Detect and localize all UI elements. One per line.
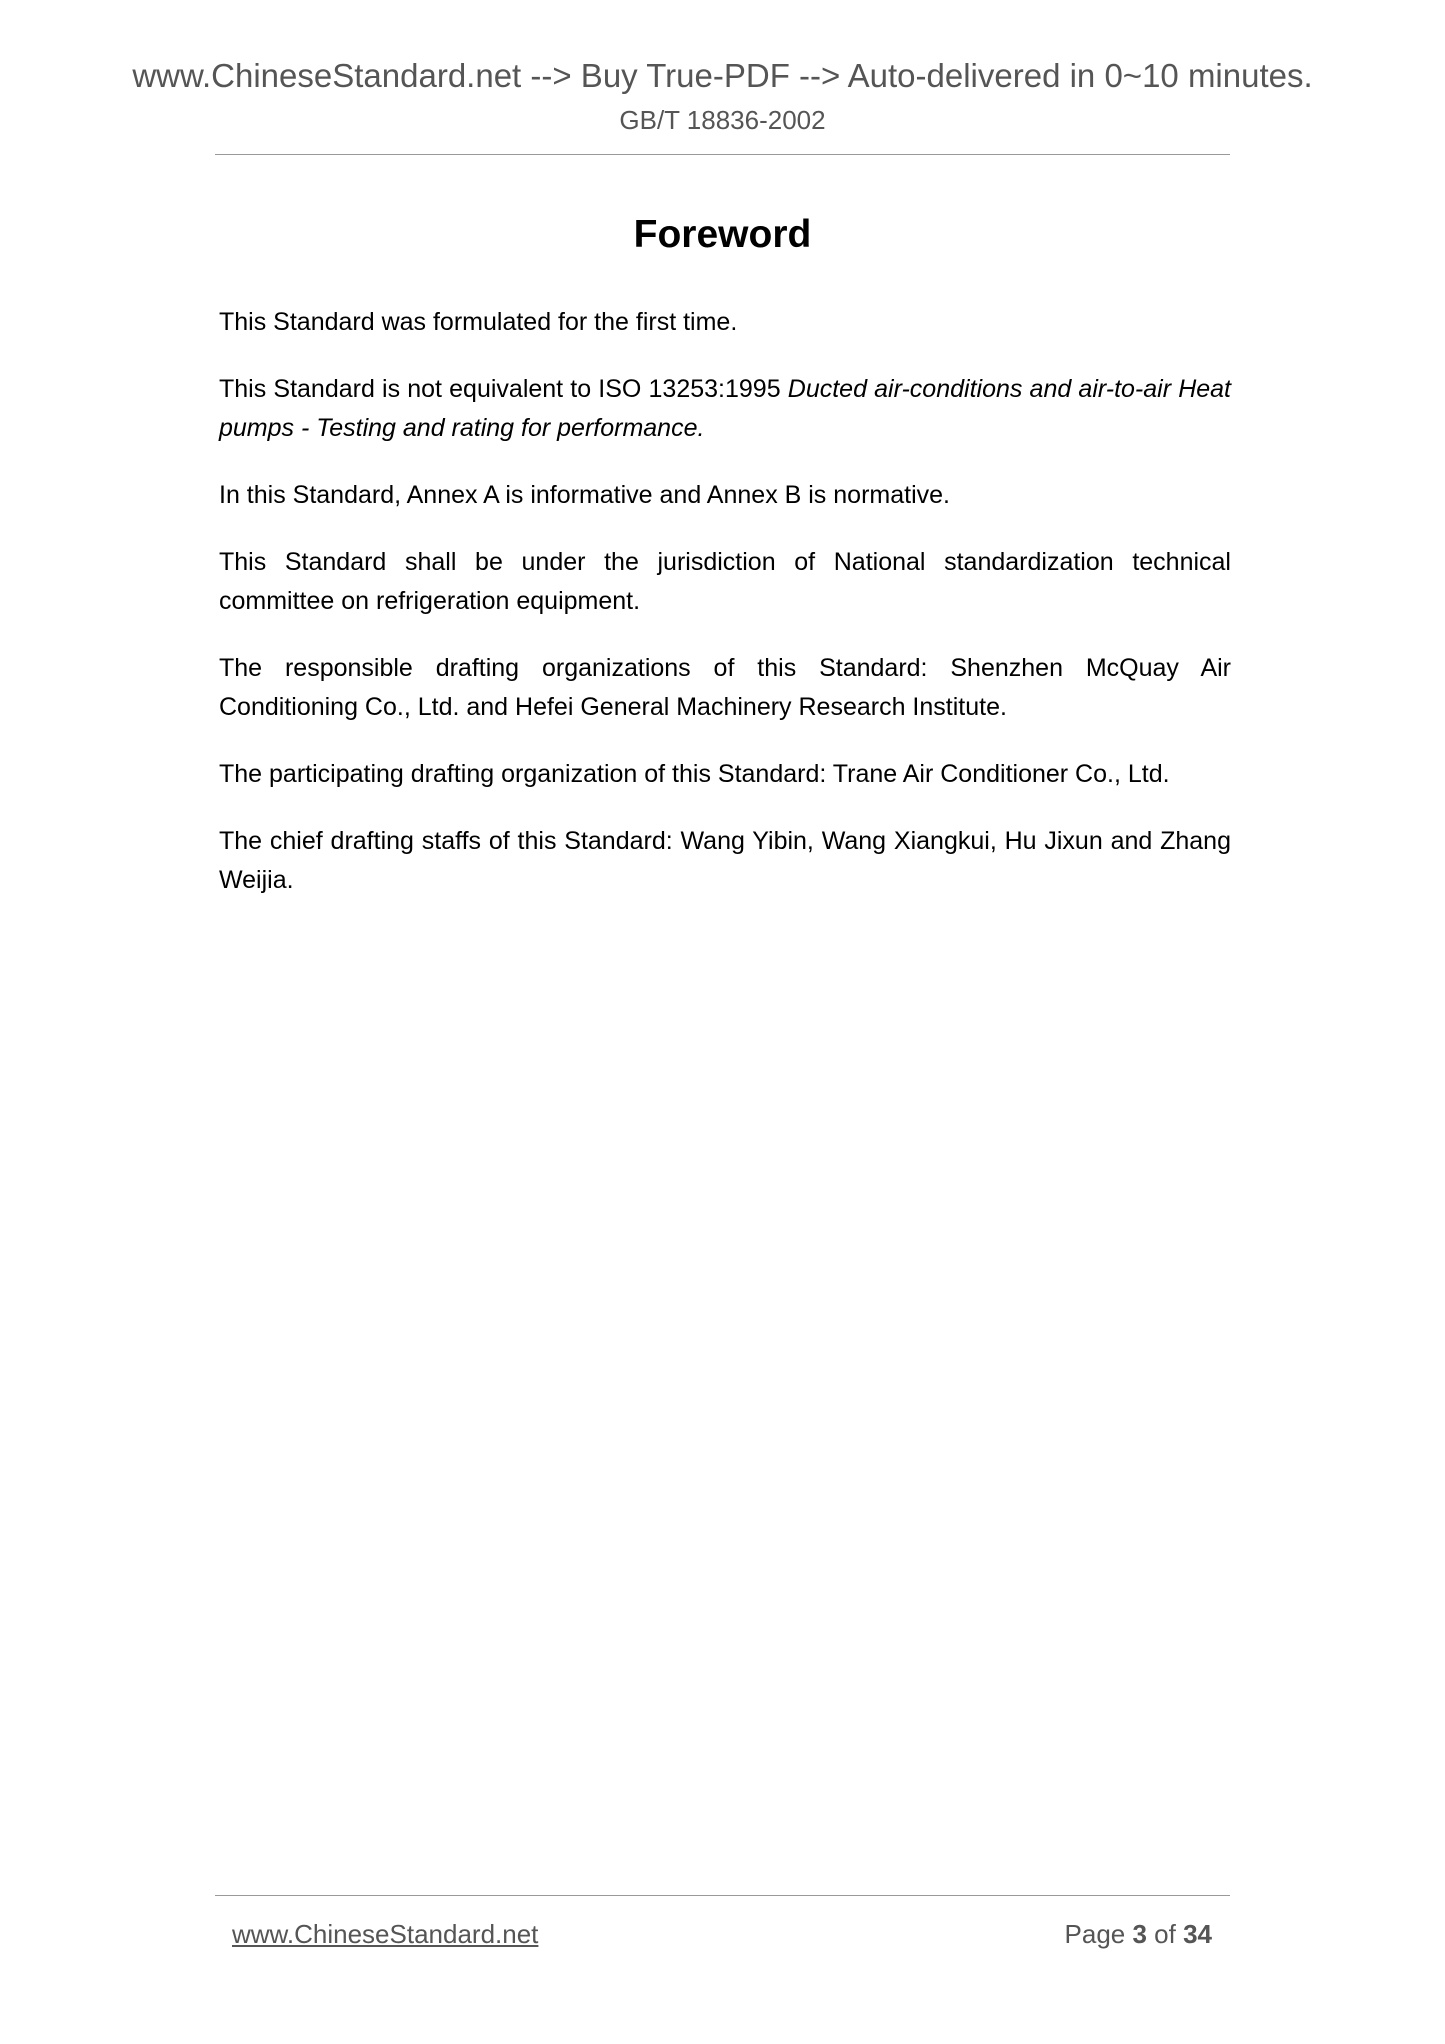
foreword-body <box>219 303 1231 928</box>
paragraph-equivalence <box>219 370 1231 448</box>
page-number <box>1065 1917 1212 1951</box>
header-divider <box>215 154 1230 155</box>
equivalence-text: This Standard is not equivalent to ISO 13253:1995 <box>219 375 788 403</box>
paragraph-annexes: In this Standard, Annex A is informative and Annex B is normative. <box>219 481 950 509</box>
page-current: 3 <box>1132 1919 1147 1949</box>
footer-divider <box>215 1895 1230 1896</box>
paragraph-chief-staff: The chief drafting staffs of this Standard: Wang Yibin, Wang Xiangkui, Hu Jixun and Zhang Weijia. <box>219 827 1231 894</box>
standard-code: GB/T 18836-2002 <box>619 105 826 135</box>
page-prefix: Page <box>1064 1919 1133 1949</box>
iso-title: Ducted air-conditions and air-to-air Heat pumps - Testing and rating for performance. <box>219 375 1232 442</box>
paragraph-responsible-orgs: The responsible drafting organizations of this Standard: Shenzhen McQuay Air Conditioning Co., Ltd. and Hefei General Machinery Research Institute. <box>219 654 1231 721</box>
header-banner: www.ChineseStandard.net --> Buy True-PDF --> Auto-delivered in 0~10 minutes. <box>132 57 1313 94</box>
page-total: 34 <box>1183 1919 1212 1949</box>
page-title: Foreword <box>633 213 812 256</box>
page-of: of <box>1146 1919 1184 1949</box>
paragraph-jurisdiction: This Standard shall be under the jurisdiction of National standardization technical committee on refrigeration equipment. <box>219 548 1231 615</box>
paragraph-participating-org: The participating drafting organization of this Standard: Trane Air Conditioner Co., Ltd. <box>219 760 1170 788</box>
footer-website-link[interactable]: www.ChineseStandard.net <box>232 1919 539 1949</box>
paragraph-first-time: This Standard was formulated for the first time. <box>219 308 738 336</box>
